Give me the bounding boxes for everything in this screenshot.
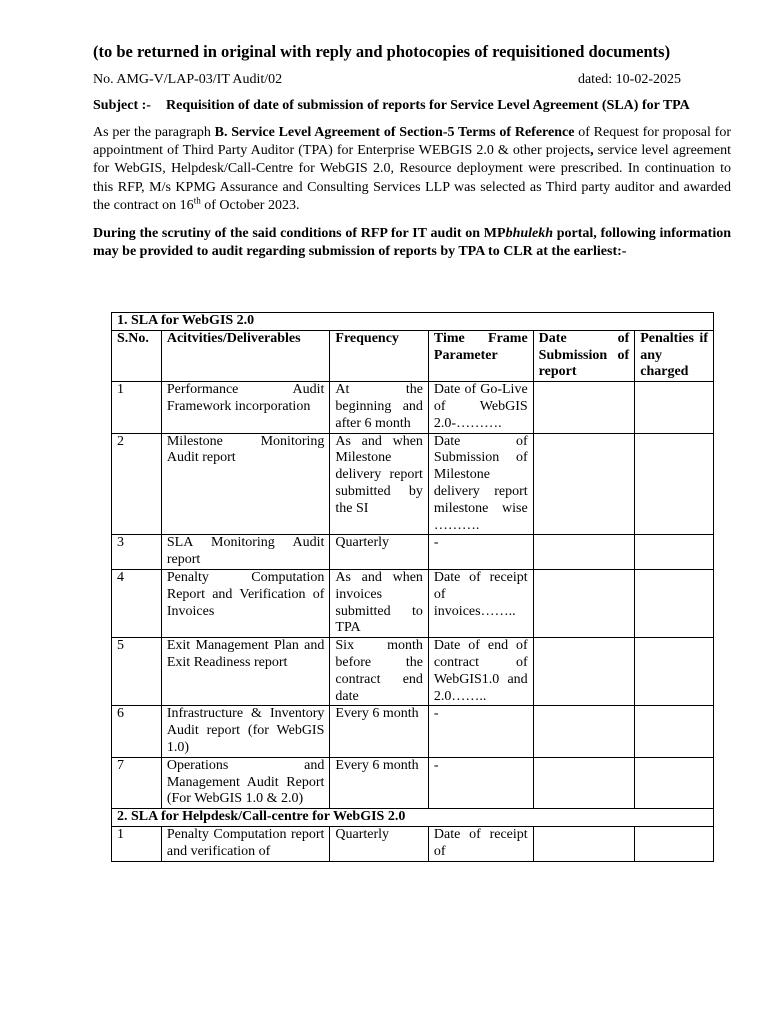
intro-text-2: of Request for proposal for appointment of Third Party Auditor (TPA) for Enterprise WEBGIS 2.0 & other projects: [93, 125, 731, 159]
document-heading: (to be returned in original with reply and photocopies of requisitioned documents): [93, 42, 671, 61]
row-submission-date[interactable]: [533, 757, 635, 808]
section-heading-row: [112, 809, 714, 827]
row-activity: Performance Audit Framework incorporation: [161, 382, 330, 433]
table-row: [112, 569, 714, 637]
row-frequency: Six month before the contract end date: [330, 638, 429, 706]
intro-superscript: th: [193, 195, 201, 206]
row-timeframe: Date of receipt of: [428, 826, 533, 861]
row-activity: Penalty Computation report and verification of: [161, 826, 330, 861]
table-row: [112, 535, 714, 570]
header-sno: S.No.: [112, 330, 162, 381]
header-frequency: Frequency: [330, 330, 429, 381]
row-penalties[interactable]: [635, 535, 714, 570]
document-date: dated: 10-02-2025: [577, 72, 681, 87]
row-frequency: As and when Milestone delivery report submitted by the SI: [330, 433, 429, 535]
scrutiny-paragraph: [93, 225, 731, 261]
row-penalties[interactable]: [635, 569, 714, 637]
row-timeframe: Date of Go-Live of WebGIS 2.0-……….: [428, 382, 533, 433]
row-submission-date[interactable]: [533, 706, 635, 757]
intro-bold-reference: B. Service Level Agreement of Section-5 Terms of Reference: [214, 125, 575, 140]
header-submission-date: Date of Submission of report: [533, 330, 635, 381]
row-activity: SLA Monitoring Audit report: [161, 535, 330, 570]
row-activity: Milestone Monitoring Audit report: [161, 433, 330, 535]
row-timeframe: -: [428, 757, 533, 808]
row-submission-date[interactable]: [533, 638, 635, 706]
row-activity: Exit Management Plan and Exit Readiness report: [161, 638, 330, 706]
sla-table: [111, 312, 714, 862]
row-timeframe: Date of Submission of Milestone delivery report milestone wise ……….: [428, 433, 533, 535]
row-sno: 1: [112, 382, 162, 433]
row-sno: 1: [112, 826, 162, 861]
table-row: [112, 826, 714, 861]
row-penalties[interactable]: [635, 757, 714, 808]
row-frequency: Every 6 month: [330, 706, 429, 757]
header-activities: Acitvities/Deliverables: [161, 330, 330, 381]
intro-paragraph: [93, 124, 731, 215]
row-activity: Infrastructure & Inventory Audit report (for WebGIS 1.0): [161, 706, 330, 757]
table-row: [112, 433, 714, 535]
row-sno: 5: [112, 638, 162, 706]
row-activity: Operations and Management Audit Report (For WebGIS 1.0 & 2.0): [161, 757, 330, 808]
scrutiny-text-2: portal, following information may be provided to audit regarding submission of reports by TPA to CLR at the earliest:-: [93, 226, 731, 260]
row-frequency: Quarterly: [330, 535, 429, 570]
subject-line: [93, 97, 731, 114]
document-page: [93, 42, 731, 270]
row-sno: 4: [112, 569, 162, 637]
row-sno: 6: [112, 706, 162, 757]
intro-text-3: service level agreement for WebGIS, Helpdesk/Call-Centre for WebGIS 2.0, Resource deployment were prescribed. In continuation to this RFP, M/s KPMG Assurance and Consulting Services LLP was selected as Third party auditor and awarded the contract on 16: [93, 143, 731, 213]
subject-text: Requisition of date of submission of reports for Service Level Agreement (SLA) for TPA: [166, 98, 690, 113]
intro-text-1: As per the paragraph: [93, 125, 215, 140]
table-row: [112, 382, 714, 433]
row-timeframe: -: [428, 706, 533, 757]
row-sno: 3: [112, 535, 162, 570]
header-penalties: Penalties if any charged: [635, 330, 714, 381]
table-row: [112, 638, 714, 706]
row-submission-date[interactable]: [533, 433, 635, 535]
row-frequency: Quarterly: [330, 826, 429, 861]
table-row: [112, 757, 714, 808]
scrutiny-italic-portal: bhulekh: [505, 226, 554, 242]
section-heading-row: [112, 313, 714, 331]
intro-text-4: of October 2023.: [200, 197, 300, 213]
row-timeframe: Date of end of contract of WebGIS1.0 and 2.0……..: [428, 638, 533, 706]
row-activity: Penalty Computation Report and Verification of Invoices: [161, 569, 330, 637]
scrutiny-text-1: During the scrutiny of the said conditions of RFP for IT audit on MP: [93, 226, 506, 242]
row-sno: 2: [112, 433, 162, 535]
row-frequency: As and when invoices submitted to TPA: [330, 569, 429, 637]
row-sno: 7: [112, 757, 162, 808]
row-submission-date[interactable]: [533, 382, 635, 433]
row-frequency: Every 6 month: [330, 757, 429, 808]
table-row: [112, 706, 714, 757]
row-frequency: At the beginning and after 6 month: [330, 382, 429, 433]
table-header-row: [112, 330, 714, 381]
row-penalties[interactable]: [635, 826, 714, 861]
section-heading-helpdesk: 2. SLA for Helpdesk/Call-centre for WebGIS 2.0: [112, 809, 714, 827]
row-submission-date[interactable]: [533, 569, 635, 637]
row-submission-date[interactable]: [533, 826, 635, 861]
header-timeframe: Time Frame Parameter: [428, 330, 533, 381]
section-heading-webgis: 1. SLA for WebGIS 2.0: [112, 313, 714, 331]
row-penalties[interactable]: [635, 638, 714, 706]
row-timeframe: Date of receipt of invoices……..: [428, 569, 533, 637]
subject-label: Subject :-: [93, 98, 151, 113]
row-submission-date[interactable]: [533, 535, 635, 570]
row-timeframe: -: [428, 535, 533, 570]
reference-number: No. AMG-V/LAP-03/IT Audit/02: [93, 72, 283, 87]
row-penalties[interactable]: [635, 706, 714, 757]
row-penalties[interactable]: [635, 382, 714, 433]
reference-line: [93, 72, 731, 88]
row-penalties[interactable]: [635, 433, 714, 535]
intro-comma: ,: [590, 143, 594, 159]
